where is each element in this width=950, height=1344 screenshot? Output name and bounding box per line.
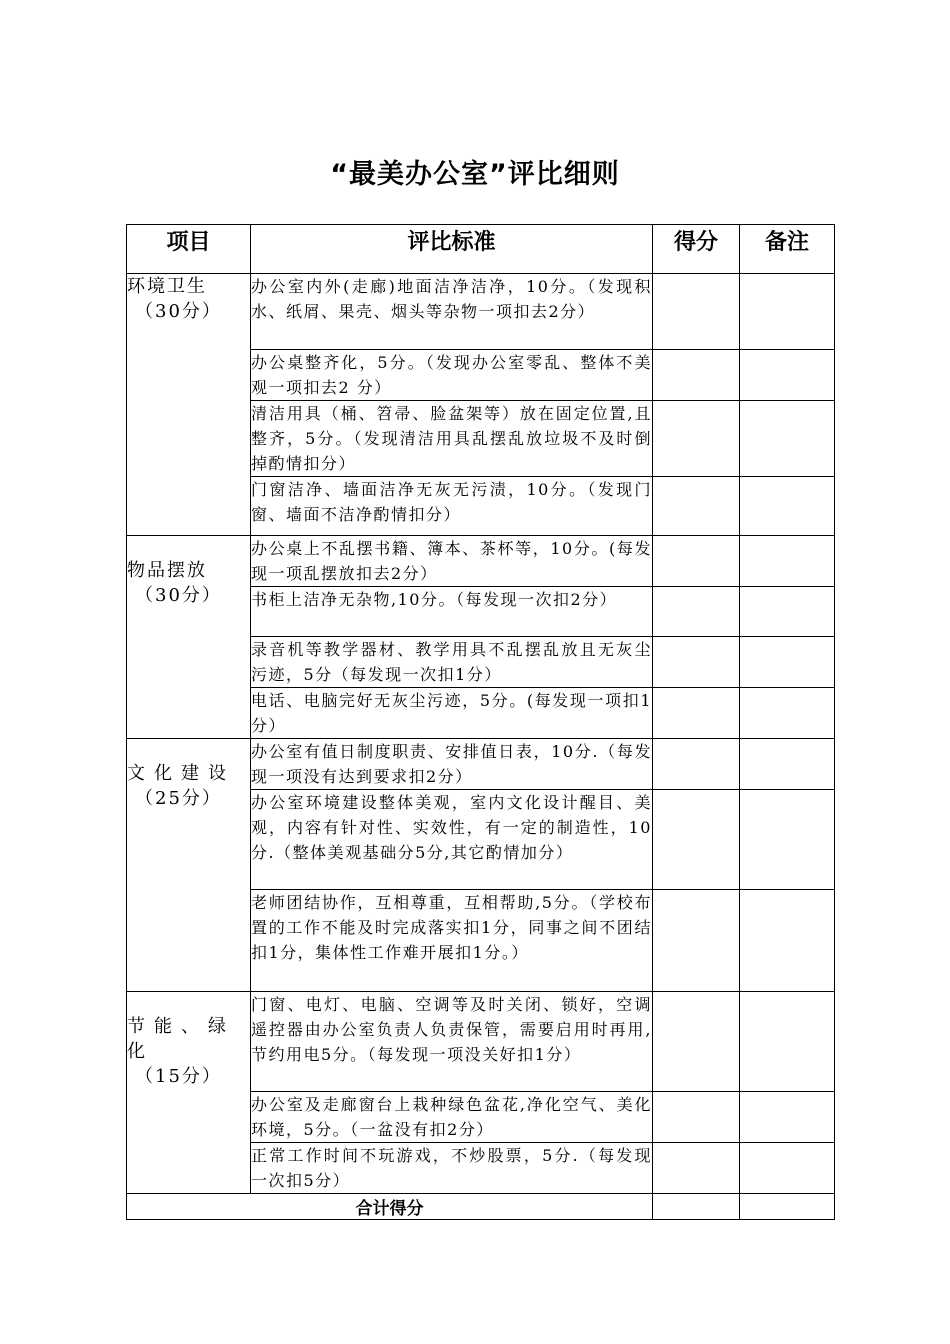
category-score: （30分） (135, 585, 222, 606)
table-row (127, 739, 835, 790)
total-score-cell[interactable] (653, 1194, 740, 1220)
remark-cell[interactable] (740, 790, 835, 890)
score-cell[interactable] (653, 739, 740, 790)
header-criteria: 评比标准 (251, 225, 653, 274)
criteria-cell: 录音机等教学器材、教学用具不乱摆乱放且无灰尘污迹，5分（每发现一次扣1分） (251, 637, 653, 688)
remark-cell[interactable] (740, 688, 835, 739)
score-cell[interactable] (653, 401, 740, 477)
category-name: 文化建设 (127, 763, 235, 784)
remark-cell[interactable] (740, 1092, 835, 1143)
remark-cell[interactable] (740, 637, 835, 688)
criteria-cell: 电话、电脑完好无灰尘污迹，5分。(每发现一项扣1分） (251, 688, 653, 739)
category-cell (127, 274, 251, 536)
remark-cell[interactable] (740, 536, 835, 587)
score-cell[interactable] (653, 350, 740, 401)
category-score: （15分） (135, 1066, 222, 1087)
score-cell[interactable] (653, 1092, 740, 1143)
remark-cell[interactable] (740, 992, 835, 1092)
header-remark: 备注 (740, 225, 835, 274)
score-cell[interactable] (653, 587, 740, 637)
criteria-cell: 办公桌整齐化，5分。（发现办公室零乱、整体不美观一项扣去2 分） (251, 350, 653, 401)
criteria-cell: 清洁用具（桶、笤帚、脸盆架等）放在固定位置,且整齐，5分。（发现清洁用具乱摆乱放垃圾不及时倒掉酌情扣分） (251, 401, 653, 477)
criteria-cell: 办公室有值日制度职责、安排值日表，10分.（每发现一项没有达到要求扣2分） (251, 739, 653, 790)
score-cell[interactable] (653, 477, 740, 536)
remark-cell[interactable] (740, 739, 835, 790)
score-cell[interactable] (653, 790, 740, 890)
category-cell (127, 992, 251, 1194)
category-cell (127, 739, 251, 992)
remark-cell[interactable] (740, 274, 835, 350)
category-name: 环境卫生 (127, 276, 207, 297)
remark-cell[interactable] (740, 350, 835, 401)
criteria-cell: 办公室环境建设整体美观，室内文化设计醒目、美观，内容有针对性、实效性，有一定的制造性，10分.（整体美观基础分5分,其它酌情加分） (251, 790, 653, 890)
score-cell[interactable] (653, 536, 740, 587)
total-row (127, 1194, 835, 1220)
header-score: 得分 (653, 225, 740, 274)
table-row (127, 274, 835, 350)
table-row (127, 536, 835, 587)
remark-cell[interactable] (740, 401, 835, 477)
category-cell (127, 536, 251, 739)
criteria-cell: 办公桌上不乱摆书籍、簿本、茶杯等，10分。(每发现一项乱摆放扣去2分） (251, 536, 653, 587)
criteria-cell: 办公室及走廊窗台上栽种绿色盆花,净化空气、美化环境，5分。（一盆没有扣2分） (251, 1092, 653, 1143)
category-name: 物品摆放 (127, 560, 207, 581)
remark-cell[interactable] (740, 890, 835, 992)
score-cell[interactable] (653, 992, 740, 1092)
criteria-cell: 门窗、电灯、电脑、空调等及时关闭、锁好，空调遥控器由办公室负责人负责保管，需要启用时再用,节约用电5分。（每发现一项没关好扣1分） (251, 992, 653, 1092)
table-row (127, 992, 835, 1092)
score-cell[interactable] (653, 274, 740, 350)
criteria-cell: 办公室内外(走廊)地面洁净洁净，10分。（发现积水、纸屑、果壳、烟头等杂物一项扣去2分） (251, 274, 653, 350)
remark-cell[interactable] (740, 1143, 835, 1194)
criteria-cell: 正常工作时间不玩游戏，不炒股票，5分.（每发现一次扣5分） (251, 1143, 653, 1194)
category-score: （30分） (135, 301, 222, 322)
evaluation-table (126, 224, 835, 1220)
criteria-cell: 门窗洁净、墙面洁净无灰无污渍，10分。（发现门窗、墙面不洁净酌情扣分） (251, 477, 653, 536)
criteria-cell: 老师团结协作，互相尊重，互相帮助,5分。（学校布置的工作不能及时完成落实扣1分，同事之间不团结扣1分，集体性工作难开展扣1分。） (251, 890, 653, 992)
score-cell[interactable] (653, 1143, 740, 1194)
score-cell[interactable] (653, 637, 740, 688)
remark-cell[interactable] (740, 477, 835, 536)
total-label: 合计得分 (127, 1194, 653, 1220)
category-name: 节能、绿化 (127, 1016, 235, 1062)
remark-cell[interactable] (740, 587, 835, 637)
total-remark-cell[interactable] (740, 1194, 835, 1220)
category-score: （25分） (135, 788, 222, 809)
header-item: 项目 (127, 225, 251, 274)
header-row (127, 225, 835, 274)
criteria-cell: 书柜上洁净无杂物,10分。（每发现一次扣2分） (251, 587, 653, 637)
score-cell[interactable] (653, 688, 740, 739)
score-cell[interactable] (653, 890, 740, 992)
page-title: “最美办公室”评比细则 (330, 159, 620, 190)
